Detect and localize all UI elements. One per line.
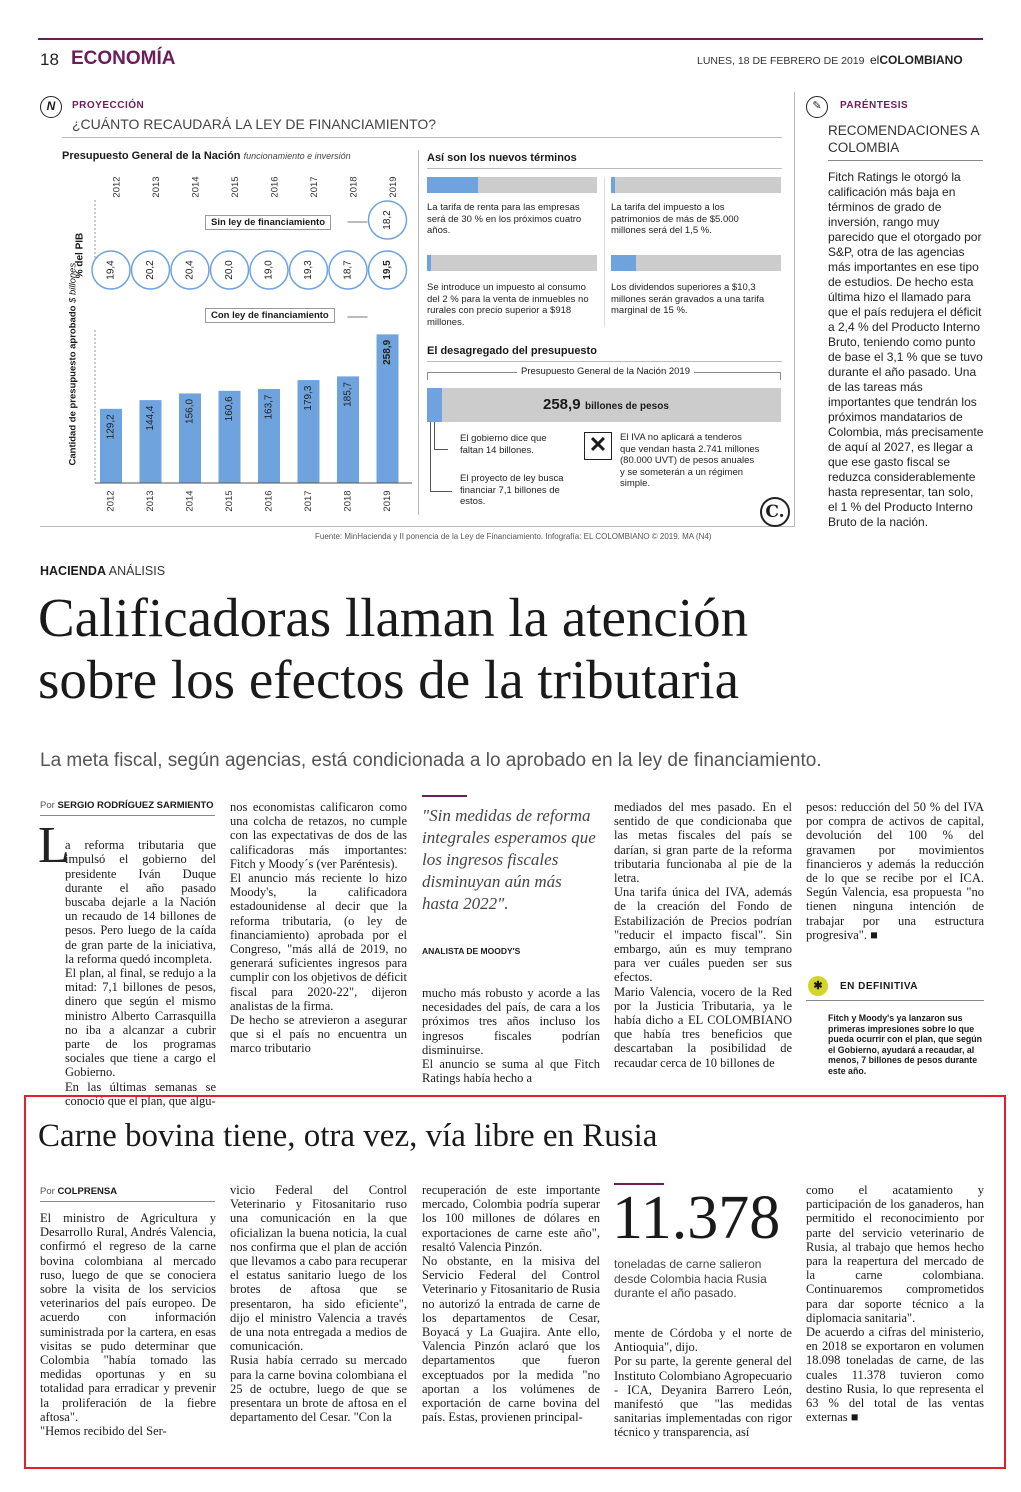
- term3-bar: [427, 255, 597, 271]
- bar-value-label: 179,3: [303, 385, 315, 411]
- definitiva-text: Fitch y Moody's ya lanzaron sus primeras impresiones sobre lo que pueda ocurrir con el plan, que según el Gobierno, ayudará a recaudar, al menos, 7 billones de pesos durante este año.: [828, 1013, 982, 1076]
- article2-byline-author: COLPRENSA: [57, 1186, 118, 1197]
- project-note: El proyecto de ley busca financiar 7,1 billones de estos.: [460, 473, 564, 507]
- byline-prefix: Por: [40, 800, 55, 811]
- article2-byline-prefix: Por: [40, 1186, 55, 1197]
- total-value: 258,9: [543, 396, 581, 413]
- quote-rule: [422, 795, 467, 797]
- breakdown-title: El desagregado del presupuesto: [427, 345, 597, 357]
- headline-line-1: Calificadoras llaman la atención: [38, 587, 749, 648]
- pib-axis-label: % del PIB: [74, 232, 86, 279]
- definitiva-rule: [806, 1000, 984, 1001]
- sidebar-kicker: PARÉNTESIS: [840, 100, 909, 111]
- term4-text: Los dividendos superiores a $10,3 millones serán gravados a una tarifa marginal de 15 %.: [611, 282, 765, 316]
- sin-ley-value-label: 18,2: [382, 210, 394, 230]
- year-label-bottom: 2012: [105, 490, 117, 512]
- year-label-bottom: 2016: [263, 490, 275, 512]
- article1-headline: [38, 587, 748, 711]
- sidebar-body: Fitch Ratings le otorgó la calificación más baja en términos de grado de inversión, rango muy parecido que el otorgado por S&P, otra de las agencias más importantes en ese tipo de estudios. De hecho esta última hizo el llamado para que el país redujera el déficit a 2,4 % del Producto Interno Bruto, teniendo como punto de base el 3,1 % que se tuvo durante el año pasado. Una de las tareas más importantes que tendrán los próximos mandatarios de Colombia, más precisamente de aquí al 2027, es llegar a que ese gasto fiscal se reduzca considerablemente hasta representar, tan solo, el 1 % del Producto Interno Bruto de la nación.: [828, 170, 984, 529]
- year-label-top: 2017: [309, 176, 321, 198]
- issue-date: LUNES, 18 DE FEBRERO DE 2019: [697, 55, 865, 67]
- article1-col3: mucho más robusto y acorde a las necesidades del país, de cara a los próximos tres años incluso los ingresos fiscales podrían disminuirse. El anuncio se suma al que Fitch Ratings había hecho a: [422, 986, 600, 1086]
- pib-value-label: 20,4: [184, 260, 196, 280]
- year-label-bottom: 2018: [342, 490, 354, 512]
- article1-col1-text: a reforma tributaria que impulsó el gobierno del presidente Iván Duque durante el año pasado buscaba dejarle a la Nación un recaudo de 14 billones de pesos. Pero luego de la caída de gran parte de la iniciativa, la reforma quedó incompleta. El plan, al final, se redujo a la mitad: 7,1 billones de pesos, dinero que según el mismo ministro Alberto Carrasquilla no iba a alcanzar a cubrir parte de los programas sociales que tiene a cargo el Gobierno. En las últimas semanas se conoció que el plan, que algu-: [65, 838, 216, 1108]
- article1-label: ANÁLISIS: [108, 564, 166, 578]
- n-icon: N: [40, 96, 62, 118]
- pib-value-label: 19,5: [382, 260, 394, 280]
- pull-quote: "Sin medidas de reforma integrales esperamos que los ingresos fiscales disminuyan aún más hasta 2022".: [422, 806, 596, 913]
- term3-fill: [427, 255, 431, 271]
- bar-value-label: 163,7: [263, 394, 275, 420]
- project-connector: [430, 422, 452, 492]
- pib-value-label: 20,2: [145, 260, 157, 280]
- sin-ley-label: Sin ley de financiamiento: [205, 215, 331, 230]
- colombiano-c-logo: C.: [760, 497, 790, 527]
- sidebar-rule: [828, 160, 983, 161]
- amount-axis-label: [67, 262, 79, 466]
- byline-author: SERGIO RODRÍGUEZ SARMIENTO: [57, 800, 214, 811]
- year-label-bottom: 2017: [303, 490, 315, 512]
- definitiva-icon: ✱: [808, 976, 828, 996]
- missing-note: El gobierno dice que faltan 14 billones.: [460, 433, 547, 456]
- article1-col4: mediados del mes pasado. En el sentido de que condicionaba que las metas fiscales del país se darían, si gran parte de la reforma tributaria funcionaba al pie de la letra. Una tarifa única del IVA, además de la creación del Fondo de Estabilización de Precios podrían "reducir el impacto fiscal". Sin embargo, aún es muy temprano para ver cuáles pueden ser sus efectos. Mario Valencia, vocero de la Red por la Justicia Tributaria, ya le había dicho a EL COLOMBIANO que había tres beneficios que descartaban la posibilidad de recaudar cerca de 10 billones de: [614, 800, 792, 1070]
- brand-name: COLOMBIANO: [879, 53, 963, 67]
- term3-text: Se introduce un impuesto al consumo del 2 % para la venta de inmuebles no rurales con precio superior a $918 millones.: [427, 282, 589, 328]
- terms-divider: [427, 168, 782, 169]
- bar-value-label: 144,4: [145, 405, 157, 431]
- article2-col3: recuperación de este importante mercado, Colombia podría superar los 100 millones de dólares en exportaciones de carne este año", resaltó Valencia Pinzón. No obstante, en la misiva del Servicio Federal del Control Veterinario y Fitosanitario de Rusia no autorizó la entrada de carne de los departamentos de Cesar, Boyacá y La Guajira. Ante ello, Valencia Pinzón aclaró que los departamentos que fueron exceptuados por la medida "no aportan a los volúmenes de exportación de carne bovina del país. Estas, provienen principal-: [422, 1183, 600, 1425]
- article1-col1: [38, 817, 216, 1122]
- chart-subtitle: funcionamiento e inversión: [243, 151, 351, 161]
- article2-col5: como el acatamiento y participación de los ganaderos, han permitido el reconocimiento por parte del servicio veterinario de Rusia, al trabajo que hemos hecho para la reapertura del mercado de la carne colombiana. Continuaremos comprometidos para dar soporte técnico a la diplomacia sanitaria". De acuerdo a cifras del ministerio, en 2018 se exportaron en volumen 18.098 toneladas de carne, de las cuales 11.378 tuvieron como destino Rusia, lo que representa el 63 % del total de las ventas externas ■: [806, 1183, 984, 1425]
- big-number-caption: toneladas de carne salieron desde Colombia hacia Rusia durante el año pasado.: [614, 1257, 767, 1300]
- definitiva-label: EN DEFINITIVA: [840, 981, 918, 992]
- article1-section: HACIENDA: [40, 564, 106, 578]
- chart-title-row: [62, 150, 351, 162]
- term2-bar: [611, 177, 781, 193]
- year-label-top: 2015: [230, 176, 242, 198]
- total-unit: billones de pesos: [585, 401, 669, 412]
- pib-value-label: 19,4: [105, 260, 117, 280]
- term1-text: La tarifa de renta para las empresas será de 30 % en los próximos cuatro años.: [427, 202, 582, 236]
- chart-vertical-divider: [418, 150, 419, 515]
- article1-col5: pesos: reducción del 50 % del IVA por compra de activos de capital, devolución del 100 % del gravamen por movimientos financieros y además la reducción de lo que se recibe por el ICA. Según Valencia, esa propuesta "no tienen ninguna intención de trabajar por una estructura progresiva". ■: [806, 800, 984, 942]
- year-label-top: 2012: [111, 176, 123, 198]
- terms-title: Así son los nuevos términos: [427, 152, 577, 164]
- infographic-question: ¿CUÁNTO RECAUDARÁ LA LEY DE FINANCIAMIENTO?: [72, 116, 437, 132]
- year-label-bottom: 2013: [145, 490, 157, 512]
- article1-kicker: [40, 564, 165, 578]
- pib-value-label: 19,0: [263, 260, 275, 280]
- article2-headline: Carne bovina tiene, otra vez, vía libre en Rusia: [38, 1118, 658, 1154]
- page-number: 18: [40, 50, 59, 69]
- bar-value-label: 160,6: [224, 396, 236, 422]
- year-label-top: 2013: [151, 176, 163, 198]
- brand-prefix: el: [870, 53, 880, 67]
- infographic-divider: [62, 137, 782, 138]
- article2-byline-rule: [40, 1201, 215, 1202]
- iva-note: El IVA no aplicará a tenderos que vendan hasta 2.741 millones (80.000 UVT) de pesos anuales y se someterán a un régimen simple.: [620, 432, 760, 489]
- article2-col1: El ministro de Agricultura y Desarrollo Rural, Andrés Valencia, confirmó el regreso de la carne bovina colombiana al mercado ruso, luego de que se conociera sobre la visita de los servicios veterinarios del país europeo. De acuerdo con información suministrada por la cartera, en esas visitas se pudo determinar que Colombia "había tomado las medidas oportunas y en su totalidad para erradicar y prevenir la proliferación de la fiebre aftosa". "Hemos recibido del Ser-: [40, 1211, 216, 1439]
- pib-value-label: 19,3: [303, 260, 315, 280]
- term4-bar: [611, 255, 781, 271]
- no-iva-icon: ✕: [584, 432, 612, 460]
- year-label-top: 2018: [348, 176, 360, 198]
- brand-logo: [870, 53, 963, 67]
- year-label-bottom: 2014: [184, 490, 196, 512]
- breakdown-divider: [427, 361, 782, 362]
- sidebar-title: RECOMENDACIONES A COLOMBIA: [828, 123, 979, 155]
- dropcap: L: [38, 817, 70, 874]
- total-bar-fill: [427, 388, 442, 422]
- total-value-row: [543, 396, 669, 414]
- year-label-top: 2014: [190, 176, 202, 198]
- terms-vertical-divider: [604, 177, 605, 327]
- quote-source: ANALISTA DE MOODY'S: [422, 946, 521, 956]
- byline-rule: [40, 815, 215, 816]
- amount-axis-text: Cantidad de presupuesto aprobado: [67, 305, 79, 466]
- article2-byline: [40, 1186, 117, 1197]
- term2-fill: [611, 177, 615, 193]
- article1-col2: nos economistas calificaron como una colcha de retazos, no cumple con las expectativas de dos de las calificadoras más importantes: Fitch y Moody´s (ver Paréntesis). El anuncio más reciente lo hizo Moody's, la calificadora estadounidense al decir que la reforma tributaria, (o ley de financiamiento) aprobada por el Congreso, "más allá de 2019, no generará suficientes ingresos para cumplir con los objetivos de déficit fiscal para 2020-22", dijeron analistas de la firma. De hecho se atrevieron a asegurar que si el país no encuentra un marco tributario: [230, 800, 407, 1056]
- infographic-source: Fuente: MinHacienda y II ponencia de la Ley de Financiamiento. Infografía: EL COLOMBIANO © 2019. MA (N4): [315, 532, 712, 541]
- top-rule: [38, 38, 983, 40]
- bar-value-label: 185,7: [342, 381, 354, 407]
- term4-fill: [611, 255, 636, 271]
- bar-value-label: 258,9: [382, 339, 394, 365]
- amount-axis-unit: $ billones: [67, 262, 79, 303]
- pib-value-label: 20,0: [224, 260, 236, 280]
- article2-col4: mente de Córdoba y el norte de Antioquia", dijo. Por su parte, la gerente general del Instituto Colombiano Agropecuario - ICA, Deyanira Barrero León, manifestó que "las medidas sanitarias implementadas con rigor técnico y transparencia, así: [614, 1326, 792, 1440]
- year-label-bottom: 2019: [382, 490, 394, 512]
- year-label-top: 2016: [269, 176, 281, 198]
- year-label-bottom: 2015: [224, 490, 236, 512]
- term1-fill: [427, 177, 478, 193]
- article2-col2: vicio Federal del Control Veterinario y Fitosanitario ruso una comunicación en la que oficializan la buena noticia, la cual nos confirma que el plan de acción que llevamos a cabo para recuperar el estatus sanitario luego de los brotes de aftosa que se presentaron, ha sido eficiente", dijo el ministro Valencia a través de una nota entregada a medios de comunicación. Rusia había cerrado su mercado para la carne bovina colombiana el 25 de octubre, luego de que se presentara un brote de aftosa en el departamento del Cesar. "Con la: [230, 1183, 407, 1425]
- pib-value-label: 18,7: [342, 260, 354, 280]
- bar-value-label: 129,2: [105, 414, 117, 440]
- year-label-top: 2019: [388, 176, 400, 198]
- breakdown-subtitle: Presupuesto General de la Nación 2019: [517, 366, 694, 377]
- chart-title: Presupuesto General de la Nación: [62, 150, 241, 162]
- bar-value-label: 156,0: [184, 398, 196, 424]
- big-number: 11.378: [612, 1184, 781, 1252]
- article1-byline: [40, 800, 214, 811]
- infographic-kicker: PROYECCIÓN: [72, 100, 145, 111]
- sidebar-icon: ✎: [806, 96, 828, 118]
- con-ley-label: Con ley de financiamiento: [205, 308, 335, 323]
- term2-text: La tarifa del impuesto a los patrimonios de más de $5.000 millones será del 1,5 %.: [611, 202, 739, 236]
- article1-deck: La meta fiscal, según agencias, está condicionada a lo aprobado en la ley de financiamiento.: [40, 750, 822, 771]
- section-name: ECONOMÍA: [71, 48, 176, 69]
- headline-line-2: sobre los efectos de la tributaria: [38, 649, 739, 710]
